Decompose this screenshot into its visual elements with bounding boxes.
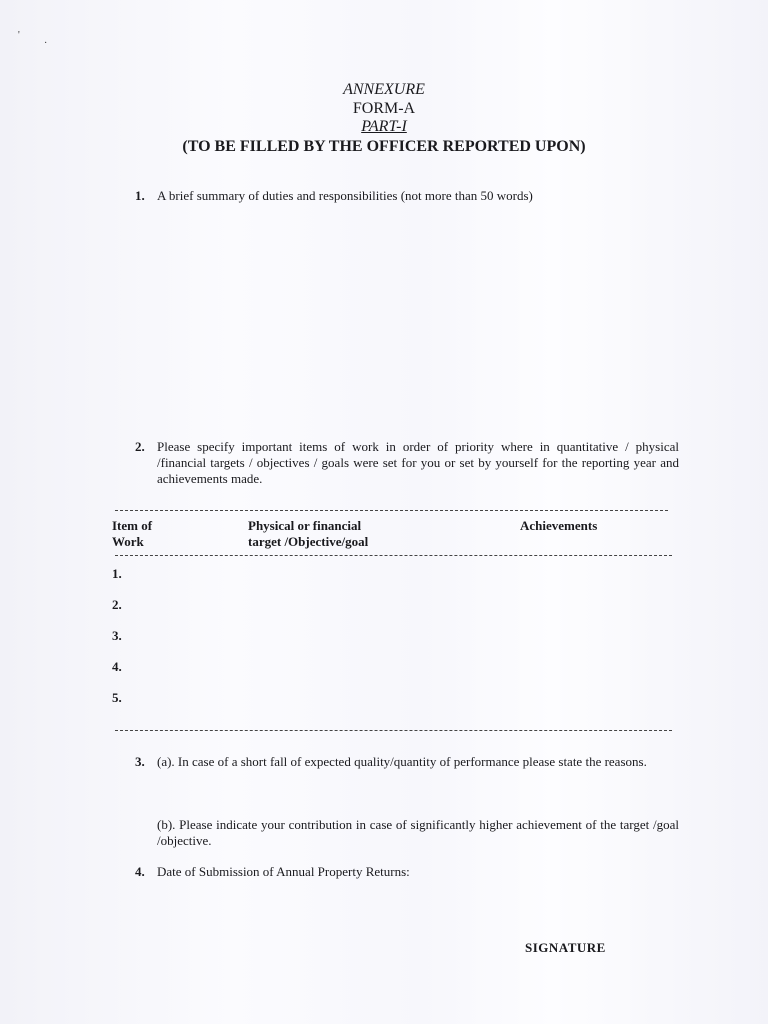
question-2-text: Please specify important items of work in order of priority where in quantitative / physical /financial targets / objectives / goals were set for you or set by yourself for the reporting year and achievements made. <box>157 439 679 486</box>
form-subtitle: (TO BE FILLED BY THE OFFICER REPORTED UPON) <box>182 138 586 155</box>
table-bottom-rule <box>115 730 672 731</box>
column-header-target-line2: target /Objective/goal <box>248 534 369 549</box>
column-header-target-line1: Physical or financial <box>248 518 362 533</box>
table-row-number: 4. <box>112 659 122 674</box>
question-3b-text: (b). Please indicate your contribution in case of significantly higher achievement of the target /goal /objective. <box>157 817 679 848</box>
question-3-number: 3. <box>135 754 145 769</box>
table-row-number: 3. <box>112 628 122 643</box>
annexure-title: ANNEXURE <box>343 81 425 98</box>
form-title: FORM-A <box>352 100 416 117</box>
question-4-text: Date of Submission of Annual Property Returns: <box>157 864 410 879</box>
table-row-number: 5. <box>112 690 122 705</box>
scan-speck: ' <box>18 30 20 41</box>
scan-speck: · <box>44 38 48 49</box>
question-3a-text: (a). In case of a short fall of expected quality/quantity of performance please state the reasons. <box>157 754 647 769</box>
column-header-item <box>112 518 152 550</box>
question-1-text: A brief summary of duties and responsibilities (not more than 50 words) <box>157 188 533 203</box>
column-header-item-line2: Work <box>112 534 144 549</box>
column-header-target <box>248 518 368 550</box>
signature-label: SIGNATURE <box>525 940 606 955</box>
table-row-number: 1. <box>112 566 122 581</box>
column-header-achievements: Achievements <box>520 518 598 533</box>
question-4-number: 4. <box>135 864 145 879</box>
part-title: PART-I <box>361 118 407 135</box>
question-2-number: 2. <box>135 439 145 454</box>
table-row-number: 2. <box>112 597 122 612</box>
column-header-item-line1: Item of <box>112 518 153 533</box>
question-1-number: 1. <box>135 188 145 203</box>
table-top-rule <box>115 510 668 511</box>
table-header-rule <box>115 555 672 556</box>
question-1-answer-area[interactable] <box>157 210 682 430</box>
